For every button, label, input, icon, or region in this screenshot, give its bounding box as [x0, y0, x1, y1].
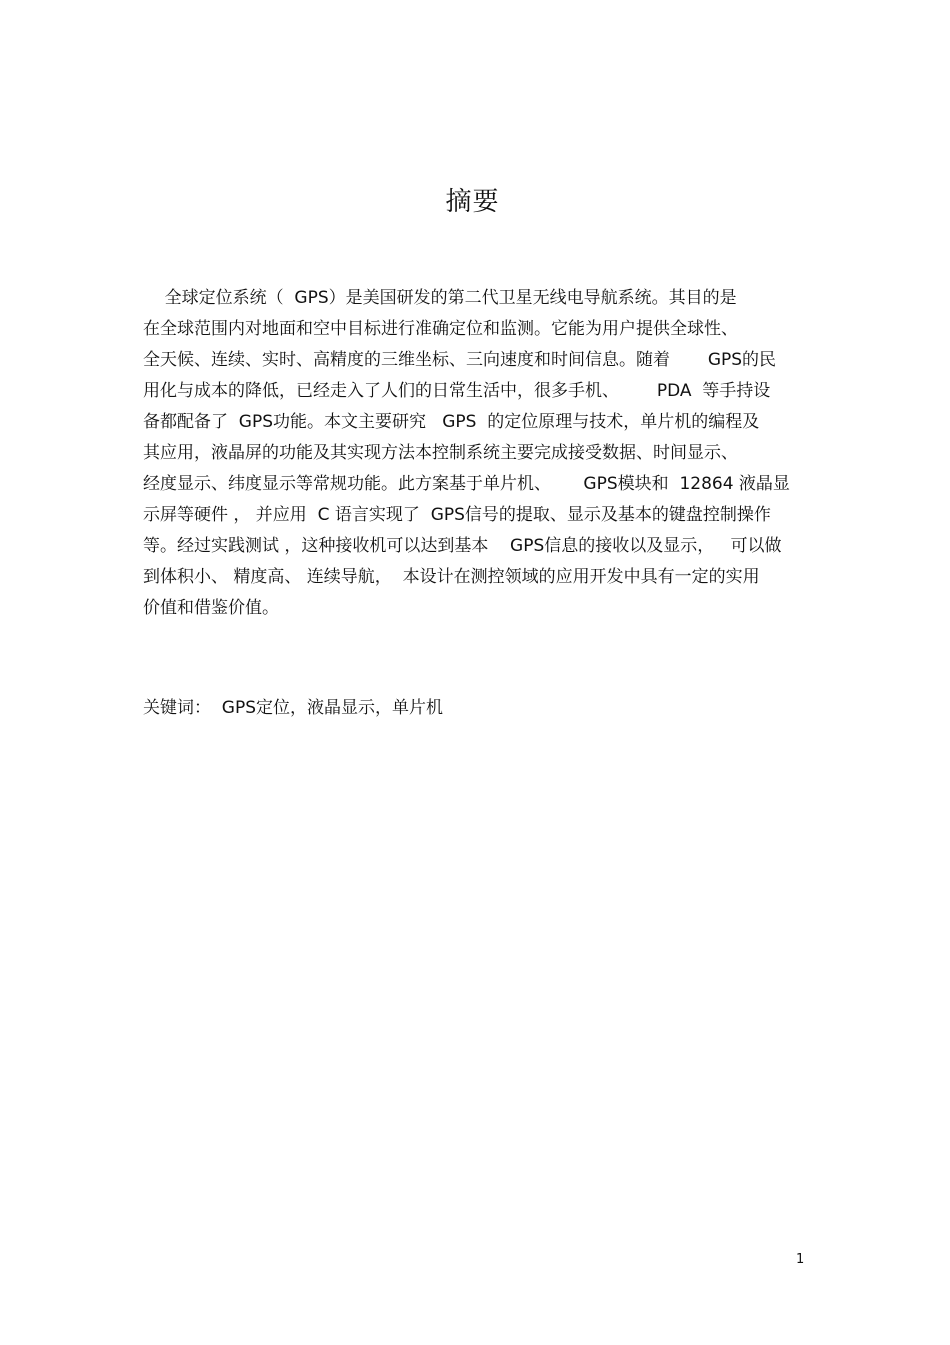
abstract-line: 备都配备了 GPS功能。本文主要研究 GPS 的定位原理与技术，单片机的编程及 — [143, 412, 760, 432]
abstract-line: 全球定位系统（ GPS）是美国研发的第二代卫星无线电导航系统。其目的是 — [143, 288, 737, 308]
abstract-line: 在全球范围内对地面和空中目标进行准确定位和监测。它能为用户提供全球性、 — [143, 319, 738, 339]
abstract-line: 等。经过实践测试 ，这种接收机可以达到基本 GPS信息的接收以及显示， 可以做 — [143, 536, 782, 556]
abstract-line: 其应用，液晶屏的功能及其实现方法本控制系统主要完成接受数据、时间显示、 — [143, 443, 738, 463]
abstract-line: 价值和借鉴价值。 — [143, 598, 279, 618]
page-number: 1 — [796, 1252, 805, 1267]
abstract-line: 示屏等硬件 ， 并应用 C 语言实现了 GPS信号的提取、显示及基本的键盘控制操作 — [143, 505, 771, 525]
abstract-line: 全天候、连续、实时、高精度的三维坐标、三向速度和时间信息。随着 GPS的民 — [143, 350, 777, 370]
keywords-line: 关键词： GPS定位，液晶显示，单片机 — [143, 698, 444, 718]
abstract-line: 经度显示、纬度显示等常规功能。此方案基于单片机、 GPS模块和 12864 液晶显 — [143, 474, 790, 494]
abstract-line: 用化与成本的降低，已经走入了人们的日常生活中，很多手机、 PDA 等手持设 — [143, 381, 771, 401]
abstract-body — [143, 283, 813, 624]
page-title: 摘要 — [445, 187, 500, 217]
abstract-line: 到体积小、 精度高、 连续导航， 本设计在测控领域的应用开发中具有一定的实用 — [143, 567, 760, 587]
